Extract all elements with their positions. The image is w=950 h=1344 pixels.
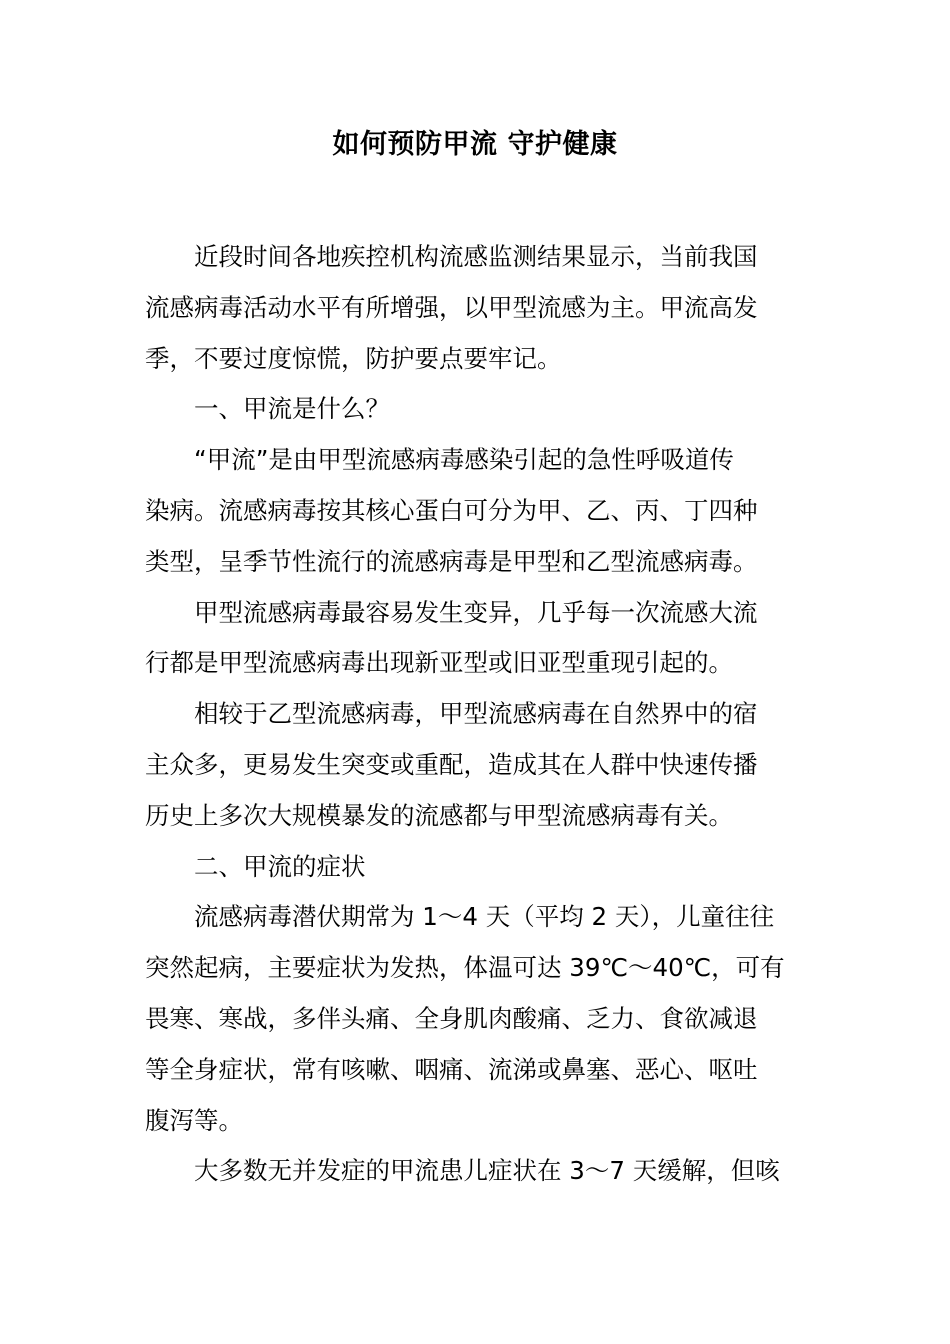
section-heading-2: 二、甲流的症状 (194, 851, 366, 881)
body-line: 突然起病，主要症状为发热，体温可达 39℃～40℃，可有 (145, 953, 785, 983)
body-line: 相较于乙型流感病毒，甲型流感病毒在自然界中的宿 (194, 699, 758, 729)
body-line: 主众多，更易发生突变或重配，造成其在人群中快速传播 (145, 749, 758, 779)
body-line: 近段时间各地疾控机构流感监测结果显示，当前我国 (194, 242, 758, 271)
body-line: 行都是甲型流感病毒出现新亚型或旧亚型重现引起的。 (145, 648, 733, 678)
body-line: 畏寒、寒战，多伴头痛、全身肌肉酸痛、乏力、食欲减退 (145, 1003, 758, 1033)
body-line: 流感病毒活动水平有所增强，以甲型流感为主。甲流高发 (145, 292, 758, 322)
document-title: 如何预防甲流 守护健康 (332, 129, 618, 160)
body-line: 大多数无并发症的甲流患儿症状在 3～7 天缓解，但咳 (194, 1156, 780, 1186)
body-line: 染病。流感病毒按其核心蛋白可分为甲、乙、丙、丁四种 (145, 495, 758, 525)
body-line: 季，不要过度惊慌，防护要点要牢记。 (145, 343, 562, 373)
body-line: 腹泻等。 (145, 1105, 243, 1135)
body-line: 流感病毒潜伏期常为 1～4 天（平均 2 天），儿童往往 (194, 902, 775, 932)
body-line: 历史上多次大规模暴发的流感都与甲型流感病毒有关。 (145, 800, 733, 830)
body-line: “甲流”是由甲型流感病毒感染引起的急性呼吸道传 (194, 445, 734, 475)
body-line: 类型，呈季节性流行的流感病毒是甲型和乙型流感病毒。 (145, 546, 758, 576)
document-body (145, 232, 809, 1197)
section-heading-1: 一、甲流是什么？ (194, 394, 390, 424)
body-line: 等全身症状，常有咳嗽、咽痛、流涕或鼻塞、恶心、呕吐 (145, 1054, 758, 1084)
body-line: 甲型流感病毒最容易发生变异，几乎每一次流感大流 (194, 597, 758, 627)
